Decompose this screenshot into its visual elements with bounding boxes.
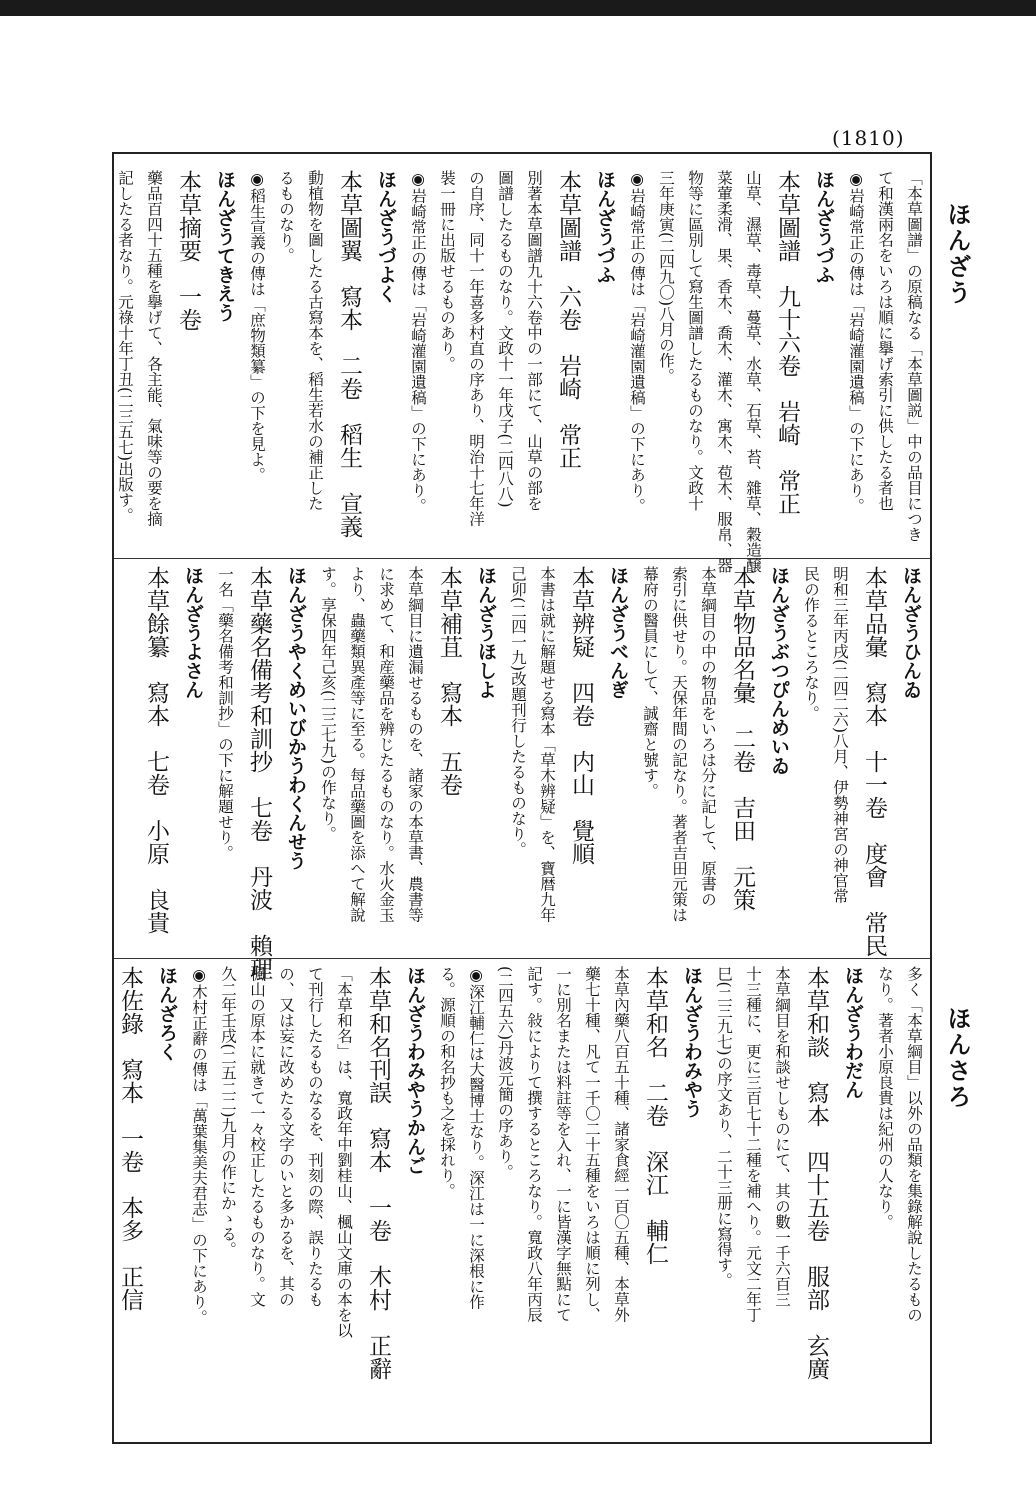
entry-text-line: 動植物を圖したる古寫本を、稻生若水の補正した	[306, 170, 324, 511]
entry-text-line: るものなり。	[277, 170, 295, 263]
entry-text-line: 本草內藥八百五十種、諸家食經一百〇五種、本草外	[612, 966, 630, 1323]
section-upper	[110, 170, 928, 573]
entry-text-line: 多く「本草綱目」以外の品類を集錄解說したるもの	[905, 966, 923, 1323]
entry-text-line: の、又は妄に改めたる文字のいと多かるを、其の	[277, 966, 295, 1307]
entry-reading: ほんざうべんぎ	[607, 566, 629, 699]
entry-reading: ほんざうづよく	[375, 170, 397, 303]
entry-title: 本草品彙 寫本 十一卷 度會 常民	[861, 566, 887, 957]
entry-text-line: 本草綱目の中の物品をいろは分に記して、原書の	[699, 566, 717, 907]
entry-text-line: 山草、濕草、毒草、蔓草、水草、石草、苔、雜草、穀造醸	[744, 170, 762, 573]
entry-text-line: す。享保四年己亥(二三七九)の作なり。	[319, 566, 337, 842]
entry-text-line: ◉深江輔仁は大醫博士なり。深江は一に深根に作	[467, 966, 485, 1310]
entry-text-line: 藥品百四十五種を擧げて、各主能、氣味等の要を摘	[145, 170, 163, 527]
entry-text-line: て和漢兩名をいろは順に擧げ索引に供したる者也	[876, 170, 894, 511]
entry-title: 本草物品名彙 二卷 吉田 元策	[729, 566, 755, 911]
entry-reading: ほんざうわみやうかんご	[404, 966, 426, 1175]
entry-text-line: 菜葷柔滑、果、香木、喬木、灌木、寓木、苞木、服帛、器	[715, 170, 733, 573]
entry-title: 本草和名 二卷 深江 輔仁	[642, 966, 668, 1265]
entry-text-line: 藥七十種、凡て一千〇二十五種をいろは順に列し、	[583, 966, 601, 1323]
entry-reading: ほんざうよさん	[182, 566, 204, 699]
entry-text-line: 別著本草圖譜九十六卷中の一部にて、山草の部を	[525, 170, 543, 511]
entry-title: 本草和名刊誤 寫本 一卷 木村 正辭	[365, 966, 391, 1380]
entry-text-line: ◉稻生宣義の傳は「庶物類纂」の下を見よ。	[248, 170, 266, 483]
entry-text-line: (二四五六)丹波元簡の序あり。	[496, 966, 514, 1180]
entry-text-line: 久二年壬戌(二五二二)九月の作にかゝる。	[219, 966, 237, 1258]
section-middle	[136, 566, 928, 980]
entry-text-line: 裝一冊に出版せるものあり。	[438, 170, 456, 372]
entry-text-line: 物等に區別して寫生圖譜したるものなり。文政十	[686, 170, 704, 511]
section-lower	[110, 966, 928, 1436]
entry-text-line: 索引に供せり。天保年間の記なり。著者吉田元策は	[670, 566, 688, 923]
entry-text-line: 本書は就に解題せる寫本「草木辨疑」を、寶暦九年	[538, 566, 556, 923]
entry-text-line: ◉岩崎常正の傳は「岩崎灌園遺稿」の下にあり。	[628, 170, 646, 514]
section-divider-1	[114, 558, 930, 559]
entry-title: 本草圖譜 九十六卷 岩崎 常正	[774, 170, 800, 515]
entry-text-line: 幕府の醫員にして、誠齋と號す。	[641, 566, 659, 799]
entry-text-line: て刊行したるものなるを、刊刻の際、誤りたるも	[306, 966, 324, 1307]
entry-text-line: 十三種に、更に三百七十二種を補へり。元文二年丁	[744, 966, 762, 1323]
entry-reading: ほんざろく	[156, 966, 178, 1061]
running-head-bottom: ほんさろ	[943, 1006, 971, 1110]
entry-text-line: に求めて、和産藥品を辨じたるものなり。水火金玉	[377, 566, 395, 923]
entry-text-line: 本草綱目に遺漏せるものを、諸家の本草書、農書等	[406, 566, 424, 923]
entry-text-line: 三年庚寅(二四九〇)八月の作。	[657, 170, 675, 384]
entry-title: 本草藥名備考和訓抄 七卷 丹波 賴理	[246, 566, 272, 980]
entry-reading: ほんざうわみやう	[681, 966, 703, 1118]
entry-title: 本草圖翼 寫本 二卷 稻生 宣義	[336, 170, 362, 538]
entry-text-line: 楓山の原本に就きて一々校正したるものなり。文	[248, 966, 266, 1307]
top-border-bar	[0, 0, 1036, 16]
section-divider-2	[114, 958, 930, 959]
entry-title: 本草和談 寫本 四十五卷 服部 玄廣	[803, 966, 829, 1380]
entry-reading: ほんざうづふ	[813, 170, 835, 284]
entry-text-line: 民の作るところなり。	[802, 566, 820, 721]
entry-title: 本佐錄 寫本 一卷 本多 正信	[117, 966, 143, 1311]
entry-text-line: 記す。敍によりて撰するところなり。寬政八年丙辰	[525, 966, 543, 1323]
entry-text-line: ◉岩崎常正の傳は「岩崎灌園遺稿」の下にあり。	[847, 170, 865, 514]
entry-reading: ほんざうてきえう	[214, 170, 236, 322]
entry-text-line: 圖譜したるものなり。文政十一年戊子(二四八八)	[496, 170, 514, 508]
entry-text-line: ◉木村正辭の傳は「萬葉集美夫君志」の下にあり。	[190, 966, 208, 1325]
entry-text-line: 本草綱目を和談せしものにて、其の數一千六百三	[773, 966, 791, 1307]
entry-title: 本草圖譜 六卷 岩崎 常正	[555, 170, 581, 469]
entry-text-line: 「本草圖譜」の原稿なる「本草圖説」中の品目につき	[905, 170, 923, 542]
page-number: (1810)	[832, 126, 905, 150]
entry-reading: ほんざうほしよ	[475, 566, 497, 699]
entry-text-line: 一に別名または料註等を入れ、一に皆漢字無點にて	[554, 966, 572, 1323]
running-head-top: ほんざう	[943, 202, 971, 306]
entry-text-line: 一名「藥名備考和訓抄」の下に解題せり。	[216, 566, 234, 861]
entry-text-line: ◉岩崎常正の傳は「岩崎灌園遺稿」の下にあり。	[409, 170, 427, 514]
entry-text-line: 記したる者なり。元祿十年丁丑(二三五七)出版す。	[116, 170, 134, 524]
entry-title: 本草辨疑 四卷 内山 覺順	[568, 566, 594, 865]
entry-text-line: なり。著者小原良貴は紀州の人なり。	[876, 966, 894, 1230]
entry-title: 本草餘纂 寫本 七卷 小原 良貴	[143, 566, 169, 934]
entry-text-line: 明和三年丙戌(二四二六)八月、伊勢神宮の神官常	[831, 566, 849, 904]
entry-text-line: 「本草和名」は、寬政年中劉桂山、楓山文庫の本を以	[335, 966, 353, 1338]
entry-text-line: より、蟲藥類異產等に至る。每品藥圖を添へて解說	[348, 566, 366, 923]
entry-reading: ほんざうひんゐ	[900, 566, 922, 699]
entry-text-line: る。源順の和名抄も之を採れり。	[438, 966, 456, 1199]
entry-title: 本草摘要 一卷	[175, 170, 201, 331]
entry-reading: ほんざうやくめいびかうわくんせう	[285, 566, 307, 870]
entry-text-line: 巳(二三九七)の序文あり、二十三册に寫得す。	[715, 966, 733, 1289]
entry-reading: ほんざうぶつぴんめいゐ	[768, 566, 790, 775]
entry-text-line: 己卯(二四一九)改題刊行したるものなり。	[509, 566, 527, 858]
entry-text-line: の自序、同十一年喜多村直の序あり、明治十七年洋	[467, 170, 485, 527]
entry-reading: ほんざうづふ	[594, 170, 616, 284]
entry-title: 本草補苴 寫本 五卷	[436, 566, 462, 796]
entry-reading: ほんざうわだん	[842, 966, 864, 1099]
